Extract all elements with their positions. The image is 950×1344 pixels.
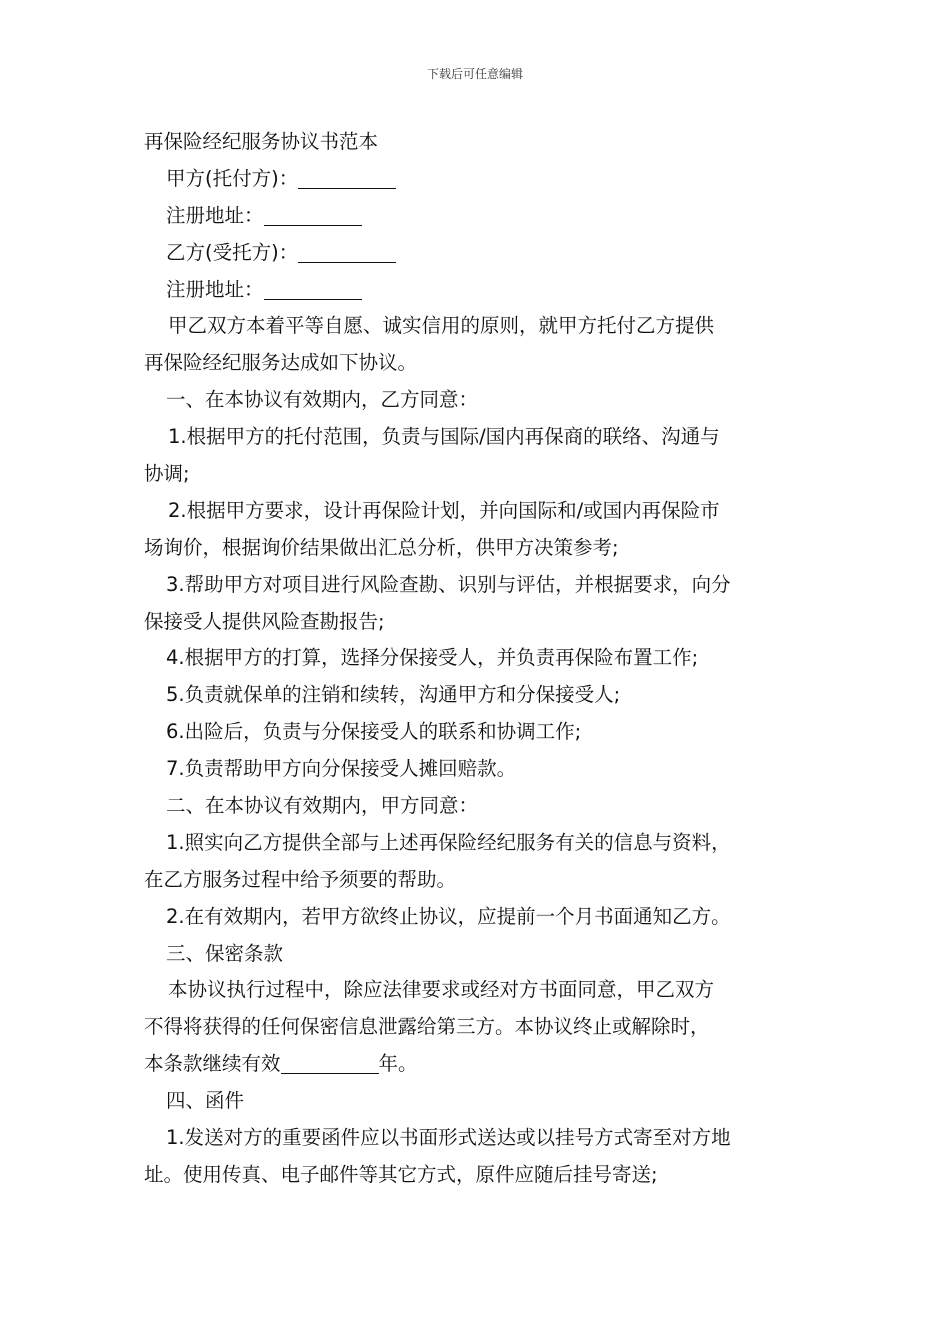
party-b-line <box>144 235 812 272</box>
document-body <box>144 124 812 1194</box>
section-4-heading: 四、函件 <box>166 1089 245 1113</box>
section-2-item-1b: 在乙方服务过程中给予须要的帮助。 <box>144 867 457 891</box>
party-b-label: 乙方(受托方)： <box>166 240 299 264</box>
section-1-item-5: 5.负责就保单的注销和续转，沟通甲方和分保接受人; <box>166 683 621 707</box>
section-4-item-1a: 1.发送对方的重要函件应以书面形式送达或以挂号方式寄至对方地 <box>166 1126 731 1150</box>
section-2-item-1a: 1.照实向乙方提供全部与上述再保险经纪服务有关的信息与资料， <box>166 830 731 854</box>
intro-line-1: 甲乙双方本着平等自愿、诚实信用的原则，就甲方托付乙方提供 <box>168 314 715 338</box>
section-2-heading: 二、在本协议有效期内，甲方同意： <box>166 794 479 818</box>
section-3-para-a: 本协议执行过程中，除应法律要求或经对方书面同意，甲乙双方 <box>168 978 715 1002</box>
section-4-item-1b: 址。使用传真、电子邮件等其它方式，原件应随后挂号寄送; <box>144 1162 658 1186</box>
party-a-blank <box>298 168 396 189</box>
section-1-item-7: 7.负责帮助甲方向分保接受人摊回赔款。 <box>166 757 517 781</box>
header-note: 下载后可任意编辑 <box>426 67 523 81</box>
section-3-para-b: 不得将获得的任何保密信息泄露给第三方。本协议终止或解除时， <box>144 1015 710 1039</box>
years-blank <box>281 1053 379 1074</box>
section-3-heading: 三、保密条款 <box>166 941 284 965</box>
party-a-label: 甲方(托付方)： <box>166 166 299 190</box>
section-2-item-2: 2.在有效期内，若甲方欲终止协议，应提前一个月书面通知乙方。 <box>166 904 731 928</box>
section-1-item-2a: 2.根据甲方要求，设计再保险计划，并向国际和/或国内再保险市 <box>168 498 720 522</box>
section-1-item-1b: 协调; <box>144 462 190 486</box>
intro-line-2: 再保险经纪服务达成如下协议。 <box>144 351 418 375</box>
section-1-heading: 一、在本协议有效期内，乙方同意： <box>166 388 479 412</box>
address-a-blank <box>264 205 362 226</box>
section-1-item-6: 6.出险后，负责与分保接受人的联系和协调工作; <box>166 720 582 744</box>
section-3-para-c-suffix: 年。 <box>378 1052 418 1076</box>
address-b-line <box>144 272 812 309</box>
address-a-label: 注册地址： <box>166 203 264 227</box>
address-b-blank <box>264 279 362 300</box>
party-b-blank <box>298 242 396 263</box>
section-1-item-3a: 3.帮助甲方对项目进行风险查勘、识别与评估，并根据要求，向分 <box>166 572 731 596</box>
section-1-item-1a: 1.根据甲方的托付范围，负责与国际/国内再保商的联络、沟通与 <box>168 425 720 449</box>
section-3-para-c-text: 本条款继续有效 <box>144 1052 281 1076</box>
address-a-line <box>144 198 812 235</box>
section-3-para-c <box>144 1046 812 1083</box>
section-1-item-3b: 保接受人提供风险查勘报告; <box>144 609 385 633</box>
address-b-label: 注册地址： <box>166 277 264 301</box>
section-1-item-4: 4.根据甲方的打算，选择分保接受人，并负责再保险布置工作; <box>166 646 699 670</box>
section-1-item-2b: 场询价，根据询价结果做出汇总分析，供甲方决策参考; <box>144 535 619 559</box>
document-title: 再保险经纪服务协议书范本 <box>144 130 379 153</box>
party-a-line <box>144 161 812 198</box>
